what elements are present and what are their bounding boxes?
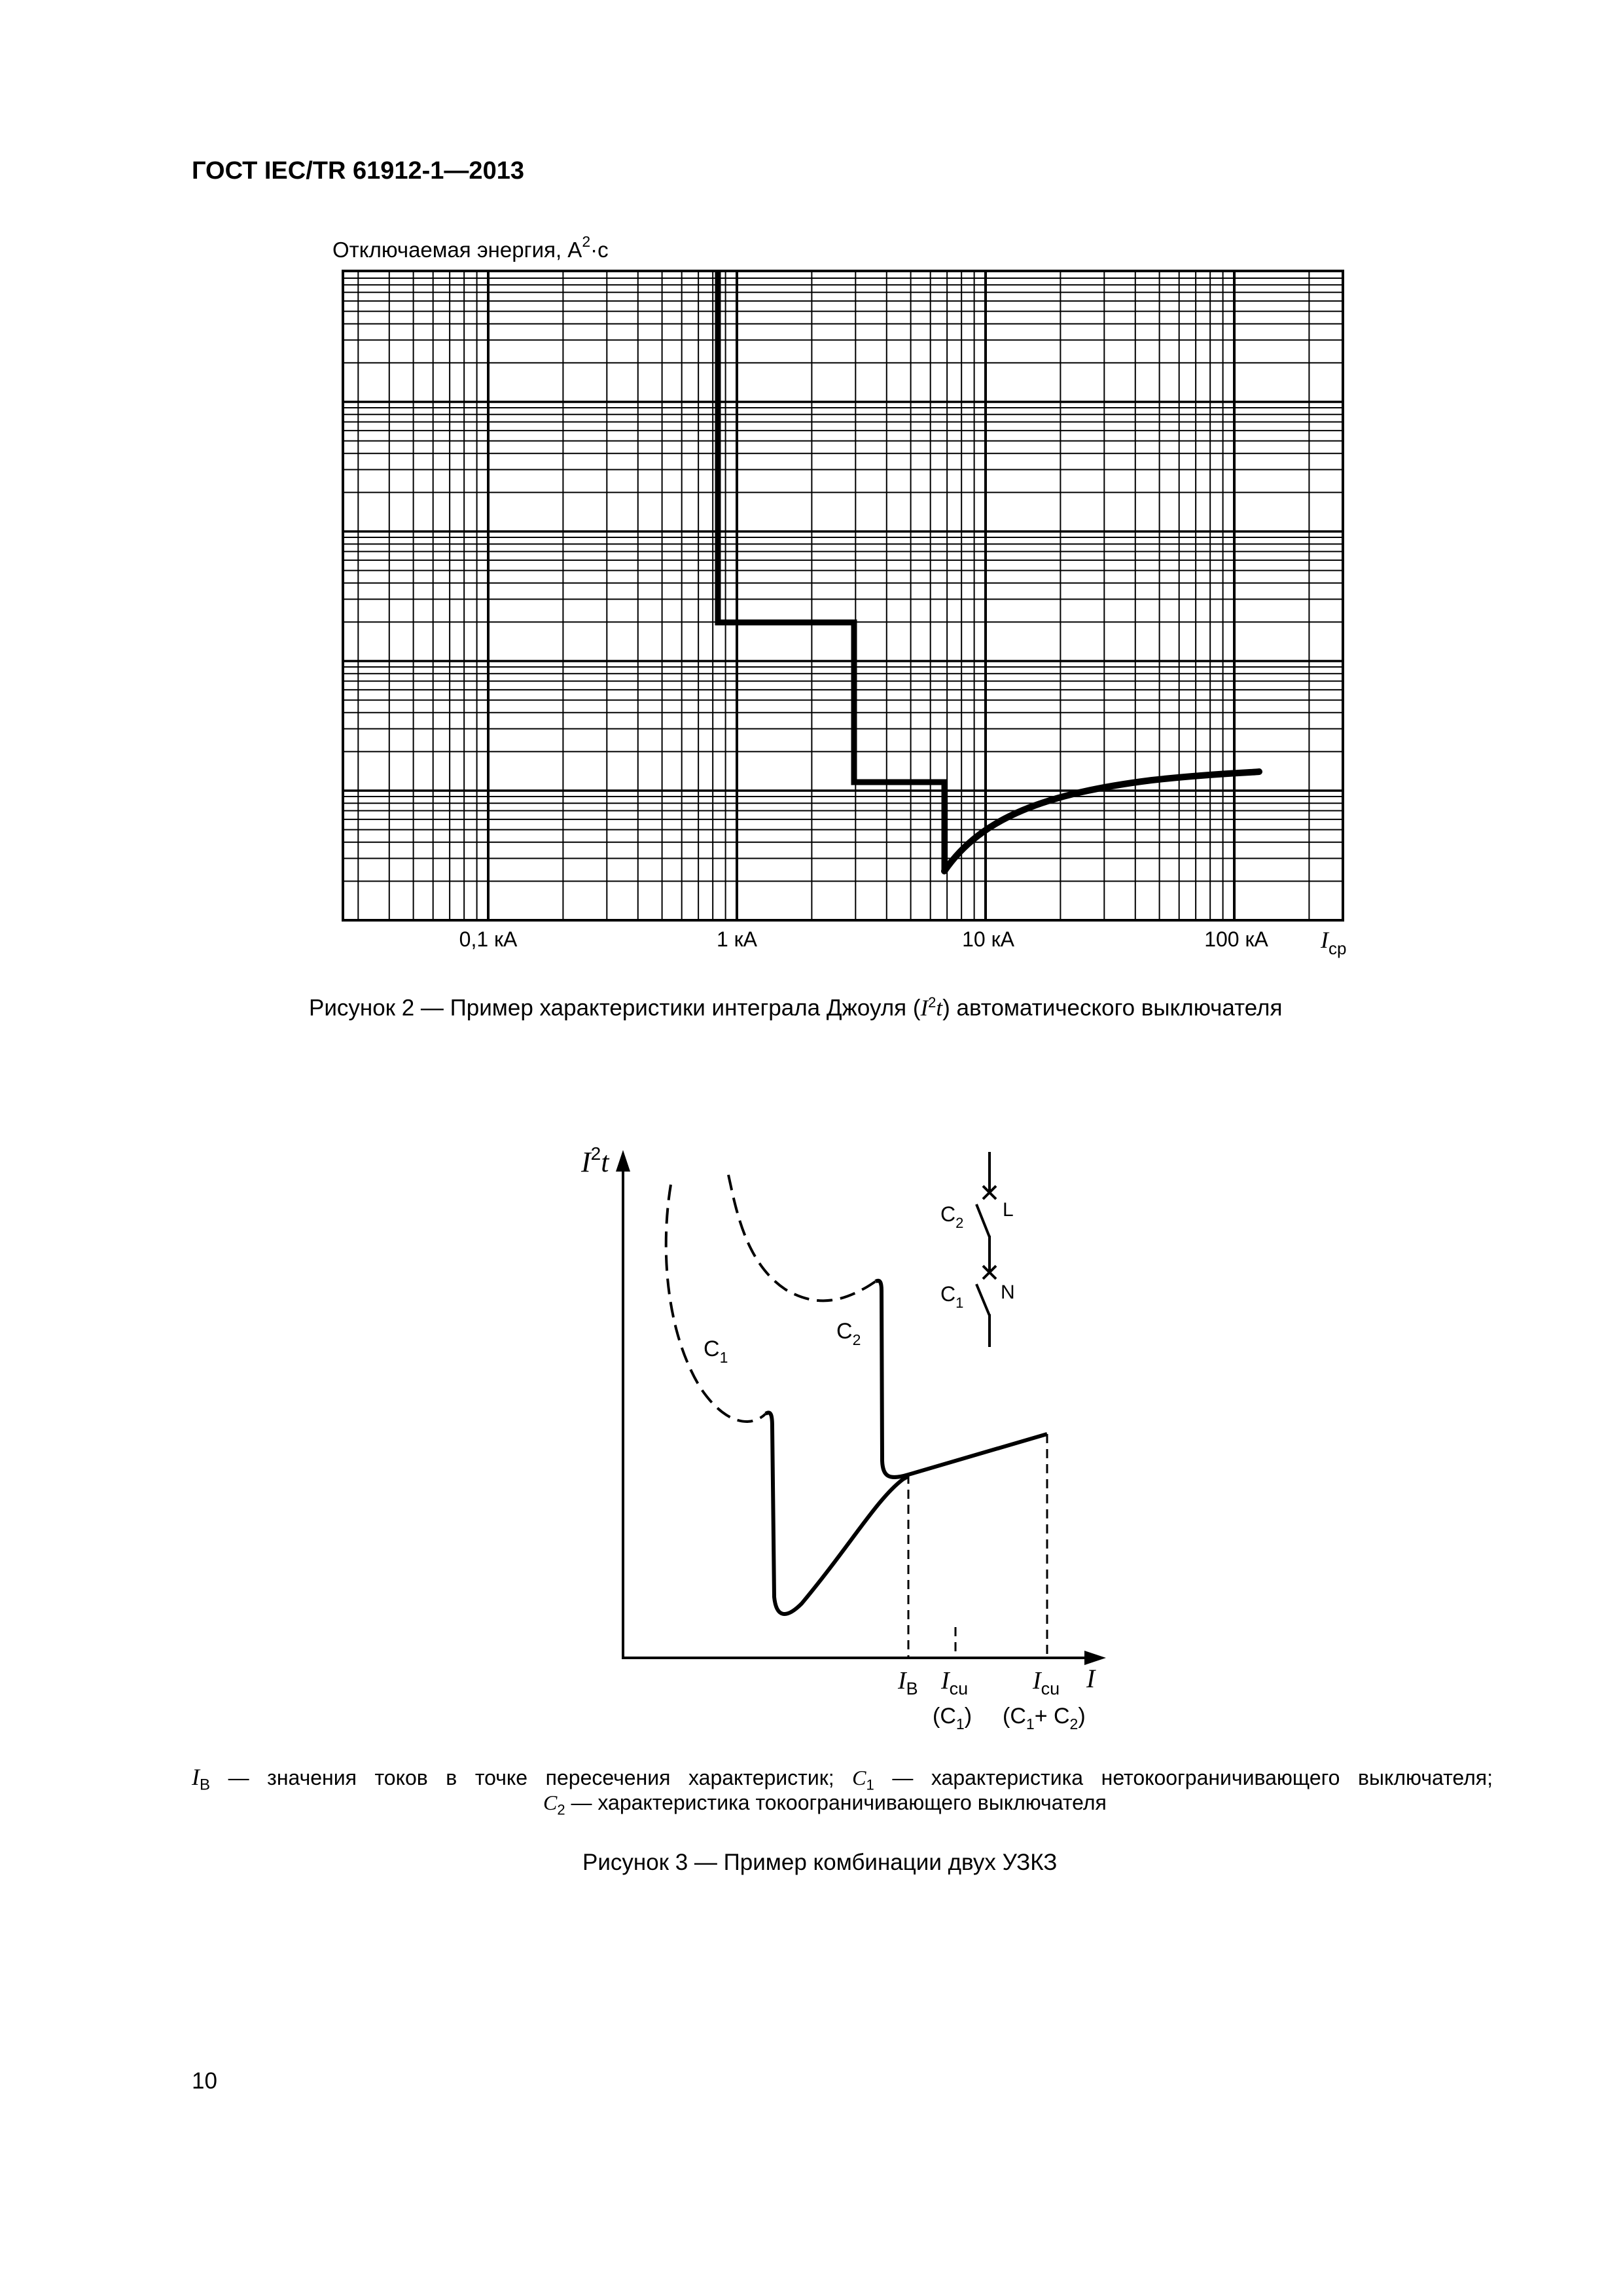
figure3-c1-solid-curve	[766, 1412, 908, 1614]
figure3-x-label-icu1: $I_{cu}$	[941, 1667, 969, 1698]
arrow-up-icon	[616, 1150, 630, 1172]
figure2-caption: Рисунок 2 — Пример характеристики интеграла Джоуля $(I^2t)$ автоматического выключателя	[309, 994, 1283, 1021]
figure3-icu2-note: $(C_1+ C_2)$	[1003, 1704, 1086, 1732]
figure2-xtick-label: 1 кА	[716, 927, 758, 951]
figure3-caption: Рисунок 3 — Пример комбинации двух УЗКЗ	[582, 1850, 1058, 1875]
schematic-c2-label: $C_2$	[940, 1202, 964, 1231]
schematic-l-label: L	[1003, 1199, 1014, 1221]
figure2-xtick-label: 100 кА	[1204, 927, 1268, 951]
figure3-legend-line2: $C_2$ — характеристика токоограничивающего выключателя	[543, 1791, 1107, 1818]
figure3-legend-line1: $I_B$ — значения токов в точке пересечения характеристик; $C_1$ — характеристика нетокоограничивающего выключателя;	[192, 1764, 1493, 1794]
figure3-y-axis-label: $I^2t$	[581, 1143, 609, 1178]
figure3-c2-dashed-curve	[728, 1175, 876, 1300]
figure3-diagram	[580, 1143, 1106, 1732]
figure2-frame	[343, 271, 1343, 920]
figure2-i2t-rising-curve	[944, 772, 1259, 871]
figure2-x-axis-label: $I_{ср}$	[1321, 927, 1347, 958]
figure3-x-axis-label: I	[1086, 1664, 1096, 1693]
document-header: ГОСТ IEC/TR 61912-1—2013	[192, 157, 524, 185]
switch-blade-icon	[976, 1284, 990, 1316]
figure3-c2-label: $C_2$	[836, 1319, 861, 1348]
breaker-circuit-schematic	[940, 1152, 1015, 1347]
figure2-xtick-label: 10 кА	[962, 927, 1014, 951]
figure3-c1-dashed-curve	[666, 1185, 766, 1422]
figure3-c1-label: $C_1$	[704, 1336, 728, 1366]
switch-blade-icon	[976, 1204, 990, 1237]
page-number: 10	[192, 2068, 217, 2094]
figure3-x-label-ib: $I_B$	[898, 1667, 918, 1698]
schematic-n-label: N	[1001, 1282, 1015, 1303]
arrow-right-icon	[1084, 1651, 1106, 1665]
figure3-icu1-note: $(C_1)$	[933, 1704, 972, 1732]
figure3-x-label-icu2: $I_{cu}$	[1033, 1667, 1060, 1698]
figure2-grid	[343, 271, 1343, 920]
schematic-c1-label: $C_1$	[940, 1282, 964, 1311]
figure2-xtick-label: 0,1 кА	[459, 927, 518, 951]
figure2-y-axis-label: Отключаемая энергия, $А^2\cdot с$	[332, 233, 609, 262]
